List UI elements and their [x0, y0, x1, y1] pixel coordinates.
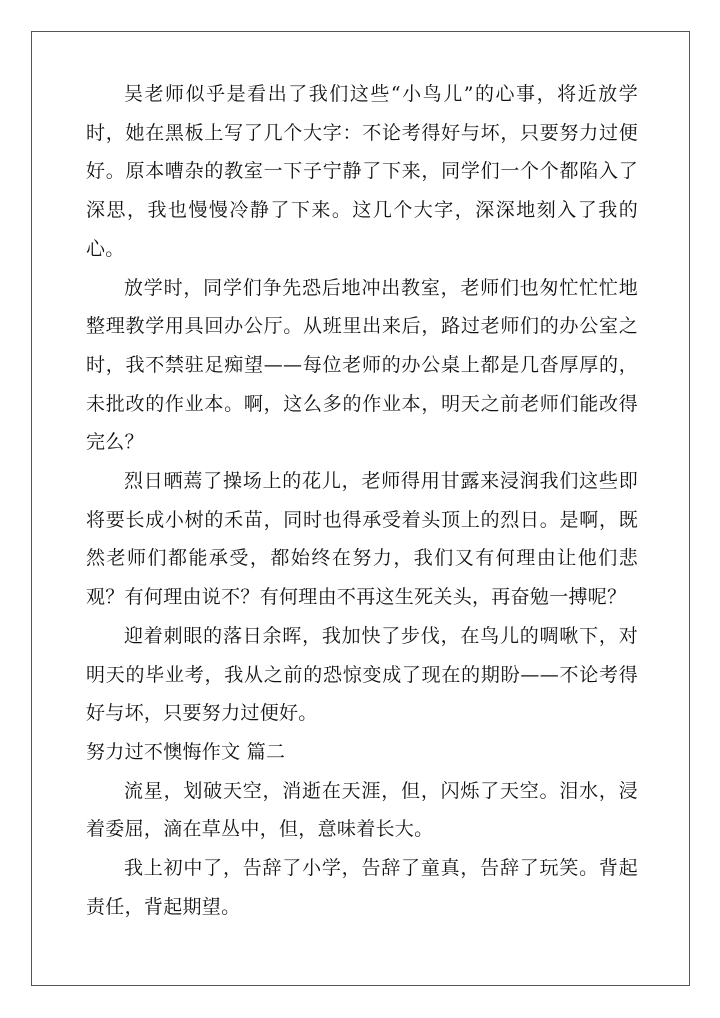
document-body — [86, 75, 638, 926]
paragraph-scorching-sun: 烈日晒蔫了操场上的花儿，老师得用甘露来浸润我们这些即将要长成小树的禾苗，同时也得承受着头顶上的烈日。是啊，既然老师们都能承受，都始终在努力，我们又有何理由让他们悲观？有何理由说不？有何理由不再这生死关头，再奋勉一搏呢？ — [86, 470, 638, 609]
paragraph-junior-high: 我上初中了，告辞了小学，告辞了童真，告辞了玩笑。背起责任，背起期望。 — [86, 857, 638, 918]
section-heading: 努力过不懊悔作文 篇二 — [86, 740, 286, 763]
paragraph-sunset: 迎着刺眼的落日余晖，我加快了步伐，在鸟儿的啁啾下，对明天的毕业考，我从之前的恐惊变成了现在的期盼——不论考得好与坏，只要努力过便好。 — [86, 624, 638, 725]
paragraph-teacher-blackboard: 吴老师似乎是看出了我们这些“小鸟儿”的心事，将近放学时，她在黑板上写了几个大字：不论考得好与坏，只要努力过便好。原本嘈杂的教室一下子宁静了下来，同学们一个个都陷入了深思，我也慢慢冷静了下来。这几个大字，深深地刻入了我的心。 — [86, 83, 638, 260]
paragraph-after-school: 放学时，同学们争先恐后地冲出教室，老师们也匆忙忙忙地整理教学用具回办公厅。从班里出来后，路过老师们的办公室之时，我不禁驻足痴望——每位老师的办公桌上都是几沓厚厚的，未批改的作业本。啊，这么多的作业本，明天之前老师们能改得完么？ — [86, 276, 638, 454]
paragraph-meteor: 流星，划破天空，消逝在天涯，但，闪烁了天空。泪水，浸着委屈，滴在草丛中，但，意味着长大。 — [86, 779, 638, 841]
